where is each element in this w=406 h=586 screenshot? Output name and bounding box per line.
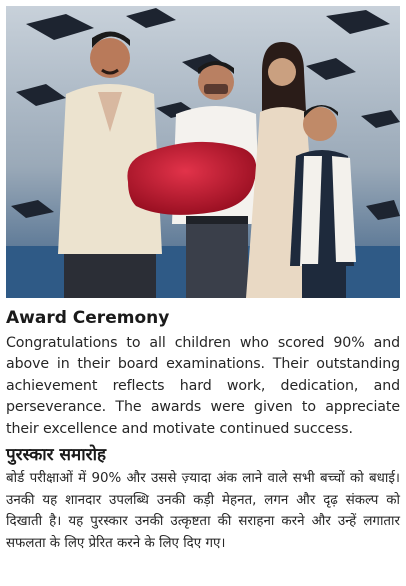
hindi-title: पुरस्कार समारोह — [6, 445, 106, 466]
english-body: Congratulations to all children who scored 90% and above in their board examinations. Their outstanding achievement reflects hard work, dedication, and perseverance. The awards were given to appreciate their excellence and motivate continued success. — [6, 335, 400, 437]
award-ceremony-photo — [6, 6, 400, 298]
english-title: Award Ceremony — [6, 308, 170, 328]
hindi-body: बोर्ड परीक्षाओं में 90% और उससे ज़्यादा अंक लाने वाले सभी बच्चों को बधाई। उनकी यह शानदार उपलब्धि उनकी कड़ी मेहनत, लगन और दृढ़ संकल्प को दिखाती है। यह पुरस्कार उनकी उत्कृष्टता की सराहना करने और उन्हें लगातार सफलता के लिए प्रेरित करने के लिए दिए गए। — [6, 471, 400, 551]
article — [6, 300, 400, 554]
photo-illustration — [6, 6, 400, 298]
gift-package — [127, 142, 256, 215]
